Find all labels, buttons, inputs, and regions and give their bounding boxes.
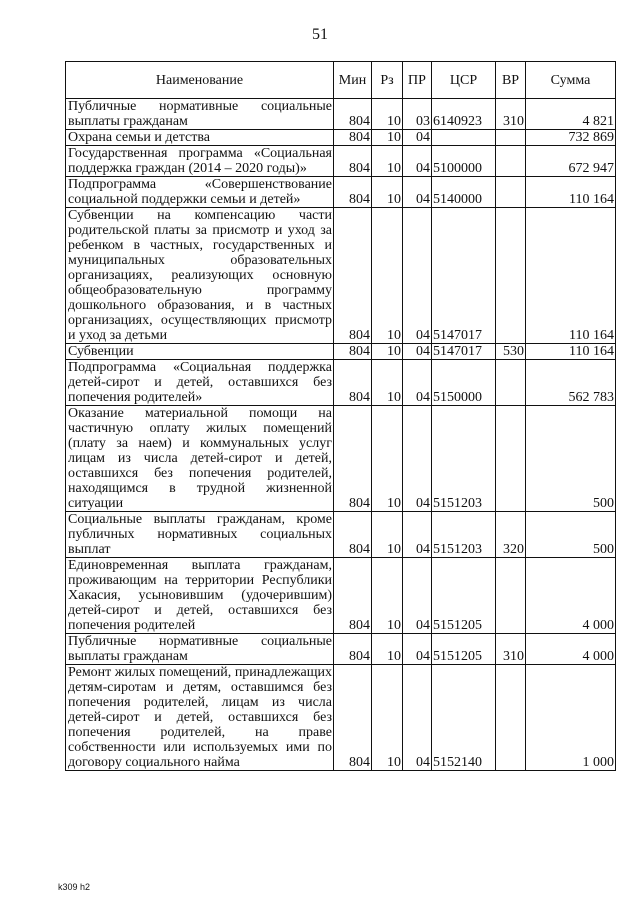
table-header-row xyxy=(66,62,616,99)
row-csr: 5151203 xyxy=(432,406,496,512)
row-pr: 04 xyxy=(403,177,432,208)
row-csr: 6140923 xyxy=(432,99,496,130)
row-min: 804 xyxy=(334,130,372,146)
row-pr: 04 xyxy=(403,558,432,634)
row-name: Оказание материальной помощи на частичную оплату жилых помещений (плату за наем) и коммунальных услуг лицам из числа детей-сирот и детей, оставшихся без попечения родителей, находящимся в трудной жизненной ситуации xyxy=(66,406,334,512)
table-row xyxy=(66,634,616,665)
row-name: Единовременная выплата гражданам, проживающим на территории Республики Хакасия, усыновившим (удочерившим) детей-сирот и детей, оставшихся без попечения родителей xyxy=(66,558,334,634)
header-name: Наименование xyxy=(66,62,334,99)
row-csr: 5100000 xyxy=(432,146,496,177)
table-row xyxy=(66,558,616,634)
row-sum: 562 783 xyxy=(526,360,616,406)
table-row xyxy=(66,177,616,208)
row-rz: 10 xyxy=(372,146,403,177)
row-pr: 04 xyxy=(403,344,432,360)
row-sum: 672 947 xyxy=(526,146,616,177)
row-rz: 10 xyxy=(372,558,403,634)
row-sum: 110 164 xyxy=(526,344,616,360)
row-rz: 10 xyxy=(372,130,403,146)
table-row xyxy=(66,146,616,177)
row-vr xyxy=(496,208,526,344)
row-rz: 10 xyxy=(372,665,403,771)
row-vr xyxy=(496,177,526,208)
row-min: 804 xyxy=(334,558,372,634)
header-rz: Рз xyxy=(372,62,403,99)
row-csr: 5152140 xyxy=(432,665,496,771)
row-name: Публичные нормативные социальные выплаты гражданам xyxy=(66,99,334,130)
header-pr: ПР xyxy=(403,62,432,99)
row-pr: 04 xyxy=(403,146,432,177)
row-name: Субвенции xyxy=(66,344,334,360)
row-vr: 310 xyxy=(496,99,526,130)
row-name: Субвенции на компенсацию части родительской платы за присмотр и уход за ребенком в частных, государственных и муниципальных образовательных организациях, реализующих основную общеобразовательную программу дошкольного образования, и в частных организациях, осуществляющих присмотр и уход за детьми xyxy=(66,208,334,344)
row-sum: 732 869 xyxy=(526,130,616,146)
row-csr xyxy=(432,130,496,146)
row-vr xyxy=(496,665,526,771)
row-min: 804 xyxy=(334,146,372,177)
row-sum: 500 xyxy=(526,512,616,558)
row-pr: 04 xyxy=(403,208,432,344)
row-name: Публичные нормативные социальные выплаты гражданам xyxy=(66,634,334,665)
table-row xyxy=(66,208,616,344)
row-rz: 10 xyxy=(372,406,403,512)
row-vr: 310 xyxy=(496,634,526,665)
row-min: 804 xyxy=(334,512,372,558)
row-csr: 5147017 xyxy=(432,344,496,360)
table-row xyxy=(66,665,616,771)
header-csr: ЦСР xyxy=(432,62,496,99)
table-row xyxy=(66,130,616,146)
table-row xyxy=(66,99,616,130)
row-pr: 03 xyxy=(403,99,432,130)
header-min: Мин xyxy=(334,62,372,99)
row-vr xyxy=(496,558,526,634)
row-csr: 5151205 xyxy=(432,558,496,634)
row-min: 804 xyxy=(334,406,372,512)
row-rz: 10 xyxy=(372,634,403,665)
table-row xyxy=(66,406,616,512)
row-vr: 320 xyxy=(496,512,526,558)
row-pr: 04 xyxy=(403,406,432,512)
row-min: 804 xyxy=(334,344,372,360)
row-min: 804 xyxy=(334,634,372,665)
row-vr: 530 xyxy=(496,344,526,360)
row-pr: 04 xyxy=(403,360,432,406)
footer-code: k309 h2 xyxy=(58,882,91,892)
row-name: Государственная программа «Социальная поддержка граждан (2014 – 2020 годы)» xyxy=(66,146,334,177)
row-vr xyxy=(496,360,526,406)
row-min: 804 xyxy=(334,360,372,406)
row-csr: 5150000 xyxy=(432,360,496,406)
row-csr: 5151205 xyxy=(432,634,496,665)
row-csr: 5151203 xyxy=(432,512,496,558)
row-sum: 110 164 xyxy=(526,177,616,208)
row-min: 804 xyxy=(334,208,372,344)
row-sum: 500 xyxy=(526,406,616,512)
row-sum: 4 000 xyxy=(526,634,616,665)
row-pr: 04 xyxy=(403,512,432,558)
row-name: Подпрограмма «Совершенствование социальной поддержки семьи и детей» xyxy=(66,177,334,208)
row-name: Охрана семьи и детства xyxy=(66,130,334,146)
table-row xyxy=(66,360,616,406)
row-rz: 10 xyxy=(372,177,403,208)
row-vr xyxy=(496,130,526,146)
row-csr: 5147017 xyxy=(432,208,496,344)
row-csr: 5140000 xyxy=(432,177,496,208)
table-row xyxy=(66,512,616,558)
row-min: 804 xyxy=(334,665,372,771)
table-row xyxy=(66,344,616,360)
header-sum: Сумма xyxy=(526,62,616,99)
row-sum: 1 000 xyxy=(526,665,616,771)
row-pr: 04 xyxy=(403,665,432,771)
row-rz: 10 xyxy=(372,208,403,344)
page-number: 51 xyxy=(312,26,328,43)
header-vr: ВР xyxy=(496,62,526,99)
row-sum: 4 000 xyxy=(526,558,616,634)
row-pr: 04 xyxy=(403,130,432,146)
row-sum: 4 821 xyxy=(526,99,616,130)
row-rz: 10 xyxy=(372,99,403,130)
row-rz: 10 xyxy=(372,360,403,406)
row-name: Ремонт жилых помещений, принадлежащих детям-сиротам и детям, оставшимся без попечения родителей, лицам из числа детей-сирот и детей, оставшихся без попечения родителей, на праве собственности или используемых ими по договору социального найма xyxy=(66,665,334,771)
row-min: 804 xyxy=(334,99,372,130)
row-pr: 04 xyxy=(403,634,432,665)
row-name: Подпрограмма «Социальная поддержка детей-сирот и детей, оставшихся без попечения родителей» xyxy=(66,360,334,406)
row-name: Социальные выплаты гражданам, кроме публичных нормативных социальных выплат xyxy=(66,512,334,558)
row-vr xyxy=(496,146,526,177)
row-sum: 110 164 xyxy=(526,208,616,344)
budget-table xyxy=(65,61,616,771)
row-min: 804 xyxy=(334,177,372,208)
row-rz: 10 xyxy=(372,344,403,360)
row-rz: 10 xyxy=(372,512,403,558)
row-vr xyxy=(496,406,526,512)
